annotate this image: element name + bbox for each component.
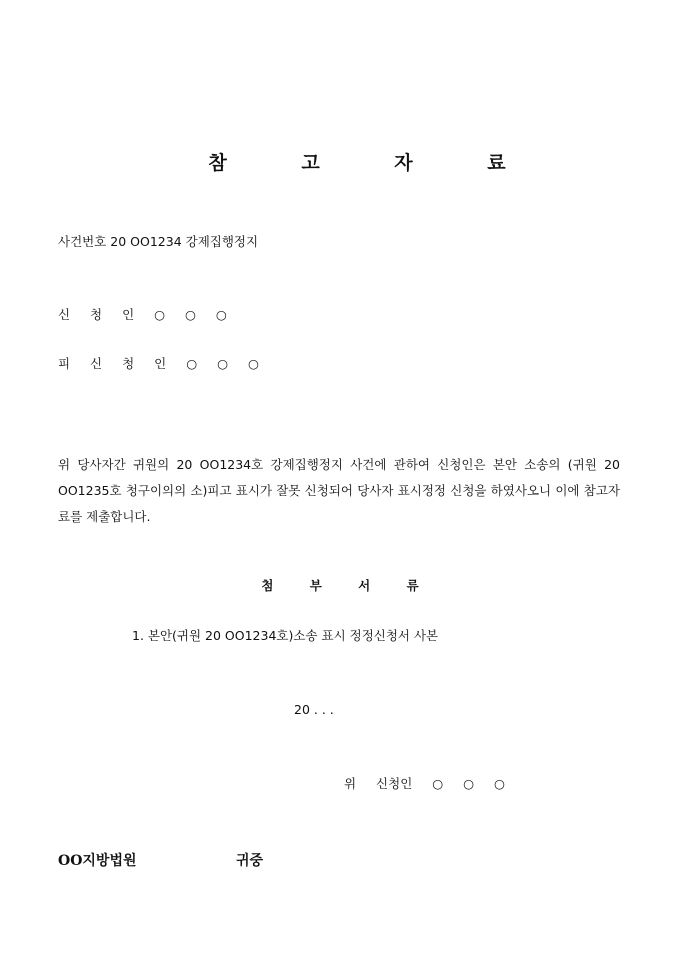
document-title: 참 고 자 료 — [208, 152, 540, 174]
attachments-heading: 첨 부 서 류 — [261, 578, 419, 593]
case-number-line: 사건번호 20 OO1234 강제집행정지 — [58, 234, 259, 249]
body-paragraph: 위 당사자간 귀원의 20 OO1234호 강제집행정지 사건에 관하여 신청인은 본안 소송의 (귀원 20 OO1235호 청구이의의 소)피고 표시가 잘못 신청되어 당사자 표시정정 신청을 하였사오니 이에 참고자료를 제출합니다. — [58, 457, 620, 524]
attachment-item: 1. 본안(귀원 20 OO1234호)소송 표시 정정신청서 사본 — [132, 628, 439, 643]
court-name: OO지방법원 — [58, 853, 137, 869]
court-suffix: 귀중 — [236, 853, 264, 869]
date-line: 20 . . . — [294, 702, 334, 717]
respondent-line: 피 신 청 인 ○ ○ ○ — [58, 356, 259, 371]
applicant-line: 신 청 인 ○ ○ ○ — [58, 307, 227, 322]
signature-line: 위 신청인 ○ ○ ○ — [344, 776, 505, 791]
